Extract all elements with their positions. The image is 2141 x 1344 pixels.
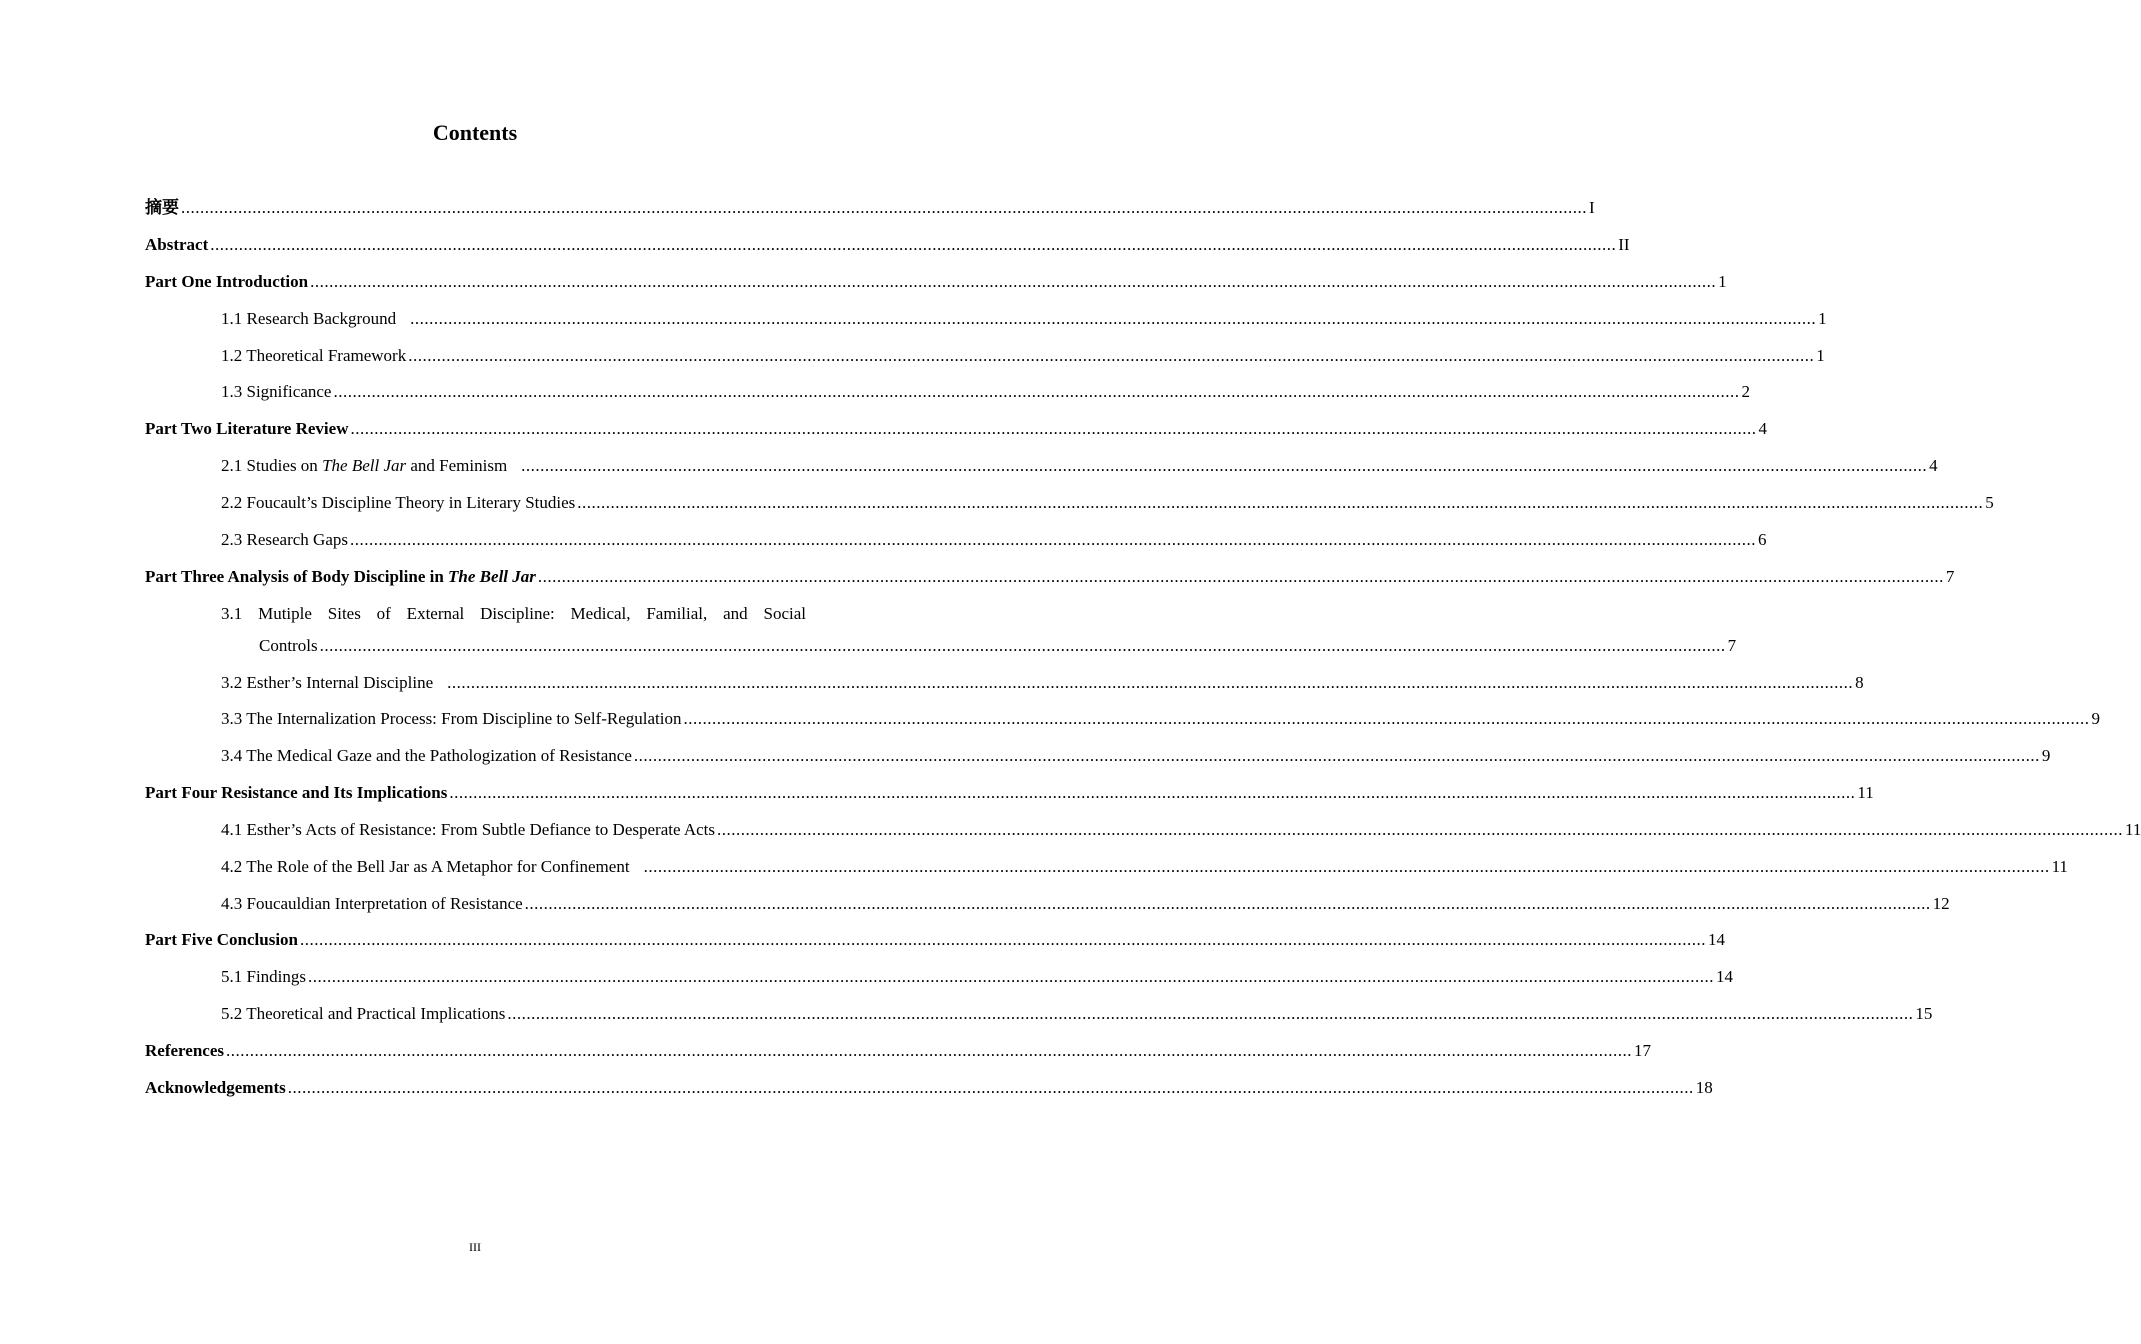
dot-leader: ........................................................................................................................................................................................................................................................................................................	[643, 857, 2050, 876]
toc-entry-page: 9	[2091, 709, 2100, 728]
dot-leader: ........................................................................................................................................................................................................................................................................................................	[308, 967, 1715, 986]
toc-entry-page: 7	[1727, 636, 1737, 655]
toc-entry-label: 5.2 Theoretical and Practical Implications	[221, 1004, 506, 1023]
dot-leader: ........................................................................................................................................................................................................................................................................................................	[350, 419, 1757, 438]
toc-entry-acknowledgements[interactable]	[145, 1076, 1713, 1100]
toc-entry-label: 3.2 Esther’s Internal Discipline	[221, 673, 434, 692]
dot-leader: ........................................................................................................................................................................................................................................................................................................	[507, 1004, 1914, 1023]
toc-entry-label: Acknowledgements	[145, 1078, 286, 1097]
toc-entry-label: 5.1 Findings	[221, 967, 307, 986]
dot-leader: ........................................................................................................................................................................................................................................................................................................	[181, 198, 1587, 217]
toc-entry-label: 1.1 Research Background	[221, 309, 397, 328]
dot-leader: ........................................................................................................................................................................................................................................................................................................	[447, 673, 1854, 692]
toc-entry-4-1[interactable]	[221, 818, 2141, 842]
dot-leader: ........................................................................................................................................................................................................................................................................................................	[449, 783, 1856, 802]
toc-entry-page: 4	[1929, 456, 1938, 475]
dot-leader: ........................................................................................................................................................................................................................................................................................................	[225, 1041, 1632, 1060]
dot-leader: ........................................................................................................................................................................................................................................................................................................	[410, 309, 1817, 328]
dot-leader: ........................................................................................................................................................................................................................................................................................................	[408, 346, 1815, 365]
toc-entry-3-1[interactable]	[221, 602, 806, 626]
dot-leader: ........................................................................................................................................................................................................................................................................................................	[287, 1078, 1694, 1097]
book-title: The Bell Jar	[322, 456, 407, 475]
toc-entry-1-3[interactable]	[221, 380, 1750, 404]
toc-entry-label: Part One Introduction	[145, 272, 309, 291]
toc-entry-label	[145, 565, 536, 589]
toc-entry-label: 4.2 The Role of the Bell Jar as A Metaphor for Confinement	[221, 857, 630, 876]
toc-entry-page: 15	[1915, 1004, 1933, 1023]
toc-entry-label: 4.3 Foucauldian Interpretation of Resistance	[221, 894, 523, 913]
toc-entry-3-2[interactable]	[221, 671, 1864, 695]
toc-entry-page: 1	[1818, 309, 1827, 328]
dot-leader: ........................................................................................................................................................................................................................................................................................................	[717, 820, 2123, 839]
toc-entry-page: 4	[1758, 419, 1767, 438]
toc-entry-label-line1: 3.1 Mutiple Sites of External Discipline: Medical, Familial, and Social	[221, 604, 806, 623]
toc-entry-label: 2.3 Research Gaps	[221, 530, 348, 549]
toc-entry-label-pre: Part Three Analysis of Body Discipline in	[145, 567, 449, 586]
toc-entry-label	[221, 454, 507, 478]
toc-entry-label-line2: Controls	[259, 636, 318, 655]
toc-entry-label-post: and Feminism	[406, 456, 508, 475]
toc-entry-page: 1	[1816, 346, 1825, 365]
toc-entry-4-3[interactable]	[221, 892, 1950, 916]
toc-entry-5-1[interactable]	[221, 965, 1734, 989]
dot-leader: ........................................................................................................................................................................................................................................................................................................	[210, 235, 1617, 254]
page-number-footer: III	[469, 1240, 481, 1254]
toc-entry-label: 2.2 Foucault’s Discipline Theory in Literary Studies	[221, 493, 576, 512]
page-title: Contents	[432, 120, 518, 145]
toc-entry-part-two[interactable]	[145, 417, 1767, 441]
dot-leader: ........................................................................................................................................................................................................................................................................................................	[683, 709, 2090, 728]
toc-entry-5-2[interactable]	[221, 1002, 1933, 1026]
toc-entry-page: 5	[1985, 493, 1994, 512]
dot-leader: ........................................................................................................................................................................................................................................................................................................	[537, 567, 1944, 586]
toc-entry-label-pre: 2.1 Studies on	[221, 456, 323, 475]
toc-entry-page: 11	[1857, 783, 1874, 802]
toc-entry-abstract[interactable]	[145, 233, 1630, 257]
toc-entry-part-four[interactable]	[145, 781, 1874, 805]
dot-leader: ........................................................................................................................................................................................................................................................................................................	[524, 894, 1931, 913]
toc-entry-abstract-chinese[interactable]	[145, 196, 1595, 220]
toc-entry-references[interactable]	[145, 1039, 1651, 1063]
toc-entry-page: 12	[1932, 894, 1950, 913]
dot-leader: ........................................................................................................................................................................................................................................................................................................	[333, 382, 1740, 401]
toc-entry-3-4[interactable]	[221, 744, 2051, 768]
toc-entry-label: 摘要	[145, 198, 179, 217]
dot-leader: ........................................................................................................................................................................................................................................................................................................	[300, 930, 1706, 949]
toc-entry-1-2[interactable]	[221, 344, 1825, 368]
toc-entry-page: II	[1618, 235, 1630, 254]
dot-leader: ........................................................................................................................................................................................................................................................................................................	[310, 272, 1717, 291]
toc-entry-2-2[interactable]	[221, 491, 1994, 515]
toc-entry-page: 17	[1633, 1041, 1651, 1060]
toc-entry-4-2[interactable]	[221, 855, 2068, 879]
book-title: The Bell Jar	[448, 567, 536, 586]
toc-entry-page: 11	[2051, 857, 2068, 876]
toc-entry-3-3[interactable]	[221, 707, 2100, 731]
toc-entry-page: 6	[1758, 530, 1767, 549]
toc-entry-label: Part Four Resistance and Its Implications	[145, 783, 448, 802]
toc-entry-part-one[interactable]	[145, 270, 1727, 294]
toc-entry-label: References	[145, 1041, 224, 1060]
dot-leader: ........................................................................................................................................................................................................................................................................................................	[577, 493, 1984, 512]
toc-entry-label: 1.3 Significance	[221, 382, 332, 401]
toc-entry-2-1[interactable]	[221, 454, 1938, 478]
toc-entry-label: 1.2 Theoretical Framework	[221, 346, 407, 365]
toc-entry-label: Part Five Conclusion	[145, 930, 298, 949]
dot-leader: ........................................................................................................................................................................................................................................................................................................	[350, 530, 1756, 549]
toc-entry-page: 14	[1708, 930, 1725, 949]
toc-entry-page: 1	[1718, 272, 1727, 291]
toc-entry-1-1[interactable]	[221, 307, 1827, 331]
dot-leader: ........................................................................................................................................................................................................................................................................................................	[319, 636, 1726, 655]
toc-entry-page: 7	[1945, 567, 1955, 586]
toc-entry-label: 4.1 Esther’s Acts of Resistance: From Subtle Defiance to Desperate Acts	[221, 820, 715, 839]
toc-entry-2-3[interactable]	[221, 528, 1767, 552]
dot-leader: ........................................................................................................................................................................................................................................................................................................	[521, 456, 1928, 475]
toc-entry-page: 18	[1695, 1078, 1713, 1097]
toc-entry-label: Part Two Literature Review	[145, 419, 349, 438]
toc-entry-part-five[interactable]	[145, 928, 1725, 952]
toc-entry-label: Abstract	[145, 235, 209, 254]
toc-entry-page: 9	[2041, 746, 2051, 765]
toc-entry-3-1-continued[interactable]	[259, 634, 1737, 658]
dot-leader: ........................................................................................................................................................................................................................................................................................................	[633, 746, 2040, 765]
toc-entry-page: 2	[1741, 382, 1750, 401]
toc-entry-page: 14	[1716, 967, 1734, 986]
toc-entry-page: 11	[2125, 820, 2141, 839]
toc-entry-label: 3.4 The Medical Gaze and the Pathologization of Resistance	[221, 746, 632, 765]
toc-entry-label: 3.3 The Internalization Process: From Discipline to Self-Regulation	[221, 709, 682, 728]
toc-entry-page: I	[1589, 198, 1595, 217]
toc-entry-page: 8	[1855, 673, 1864, 692]
toc-entry-part-three[interactable]	[145, 565, 1955, 589]
